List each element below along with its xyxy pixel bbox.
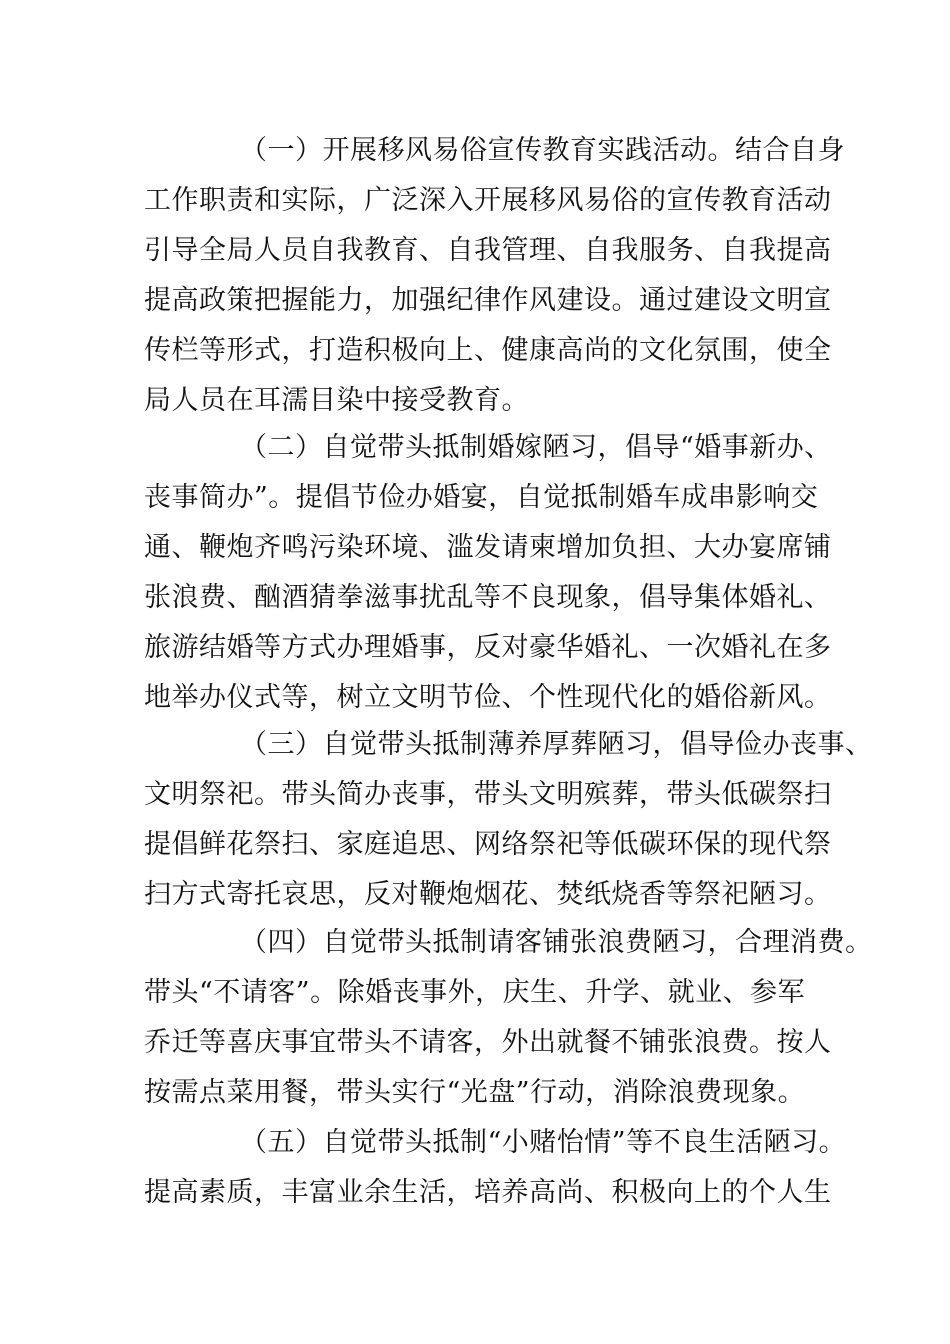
text-line: （二）自觉带头抵制婚嫁陋习，倡导“婚事新办、 [240, 432, 832, 463]
text-line: 丧事简办”。提倡节俭办婚宴，自觉抵制婚车成串影响交 [144, 482, 819, 513]
text-line: 提高素质，丰富业余生活，培养高尚、积极向上的个人生 [144, 1177, 832, 1208]
text-line: 引导全局人员自我教育、自我管理、自我服务、自我提高 [144, 235, 832, 266]
text-line: 工作职责和实际，广泛深入开展移风易俗的宣传教育活动 [144, 185, 832, 216]
text-line: 扫方式寄托哀思，反对鞭炮烟花、焚纸烧香等祭祀陋习。 [144, 879, 832, 910]
text-line: 乔迁等喜庆事宜带头不请客，外出就餐不铺张浪费。按人 [144, 1027, 832, 1058]
text-line: （三）自觉带头抵制薄养厚葬陋习，倡导俭办丧事、 [240, 729, 873, 760]
text-line: 通、鞭炮齐鸣污染环境、滥发请柬增加负担、大办宴席铺 [144, 532, 832, 563]
text-line: 传栏等形式，打造积极向上、健康高尚的文化氛围，使全 [144, 335, 832, 366]
text-line: 提倡鲜花祭扫、家庭追思、网络祭祀等低碳环保的现代祭 [144, 829, 832, 860]
text-line: 提高政策把握能力，加强纪律作风建设。通过建设文明宣 [144, 285, 832, 316]
text-line: 带头“不请客”。除婚丧事外，庆生、升学、就业、参军 [144, 977, 806, 1008]
text-line: 旅游结婚等方式办理婚事，反对豪华婚礼、一次婚礼在多 [144, 632, 832, 663]
text-line: （四）自觉带头抵制请客铺张浪费陋习，合理消费。 [240, 927, 873, 958]
text-line: （一）开展移风易俗宣传教育实践活动。结合自身 [240, 135, 845, 166]
text-line: 局人员在耳濡目染中接受教育。 [144, 385, 529, 416]
text-line: 按需点菜用餐，带头实行“光盘”行动，消除浪费现象。 [144, 1077, 806, 1108]
text-line: （五）自觉带头抵制“小赌怡情”等不良生活陋习。 [240, 1127, 847, 1158]
text-line: 文明祭祀。带头简办丧事，带头文明殡葬，带头低碳祭扫 [144, 779, 832, 810]
text-line: 张浪费、酗酒猜拳滋事扰乱等不良现象，倡导集体婚礼、 [144, 582, 832, 613]
text-line: 地举办仪式等，树立文明节俭、个性现代化的婚俗新风。 [144, 682, 832, 713]
